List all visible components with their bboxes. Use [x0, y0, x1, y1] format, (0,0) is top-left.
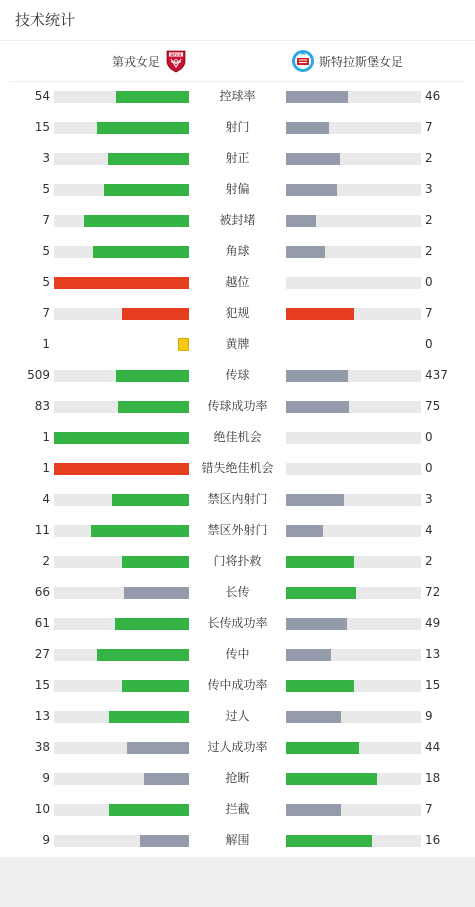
away-bar-track: [286, 463, 421, 475]
stat-label: 解围: [225, 833, 250, 847]
home-bar-fill: [97, 122, 189, 134]
away-bar-fill: [286, 680, 354, 692]
away-bar-fill: [286, 370, 348, 382]
away-bar-fill: [286, 835, 372, 847]
home-bar-track: [54, 277, 189, 289]
home-value: 83: [34, 399, 50, 413]
stat-row: [0, 237, 475, 268]
home-bar-track: [54, 91, 189, 103]
stat-label: 错失绝佳机会: [201, 461, 274, 475]
away-value: 3: [425, 182, 433, 196]
stat-row: [0, 206, 475, 237]
stat-label: 拦截: [225, 802, 250, 816]
away-value: 0: [425, 337, 433, 351]
stat-label: 过人: [225, 709, 250, 723]
stat-label: 射正: [225, 151, 250, 165]
home-bar-fill: [108, 153, 189, 165]
stat-label: 禁区内射门: [207, 492, 268, 506]
home-bar-track: [54, 618, 189, 630]
home-bar-fill: [84, 215, 189, 227]
stat-row: [0, 609, 475, 640]
stat-row: [0, 299, 475, 330]
stat-label: 黄牌: [225, 337, 250, 351]
home-value: 5: [42, 182, 50, 196]
home-value: 1: [42, 461, 50, 475]
home-bar-fill: [127, 742, 189, 754]
stat-row: [0, 795, 475, 826]
home-value: 4: [42, 492, 50, 506]
home-bar-track: [54, 773, 189, 785]
home-bar-track: [54, 215, 189, 227]
home-value: 5: [42, 275, 50, 289]
home-bar-track: [54, 835, 189, 847]
home-bar-track: [54, 246, 189, 258]
stat-label: 长传: [225, 585, 250, 599]
home-value: 3: [42, 151, 50, 165]
away-bar-fill: [286, 215, 316, 227]
away-bar-fill: [286, 649, 331, 661]
away-bar-fill: [286, 122, 329, 134]
away-bar-track: [286, 804, 421, 816]
home-bar-fill: [91, 525, 190, 537]
away-bar-track: [286, 711, 421, 723]
away-bar-track: [286, 215, 421, 227]
away-team-name: 斯特拉斯堡女足: [319, 54, 404, 69]
away-bar-fill: [286, 153, 340, 165]
stat-row: [0, 485, 475, 516]
home-bar-fill: [109, 711, 189, 723]
home-bar-track: [54, 711, 189, 723]
home-bar-fill: [122, 680, 190, 692]
home-value: 9: [42, 771, 50, 785]
stat-row: [0, 423, 475, 454]
home-bar-fill: [109, 804, 189, 816]
stat-row: [0, 144, 475, 175]
stat-row: [0, 454, 475, 485]
away-bar-fill: [286, 308, 354, 320]
home-bar-fill: [54, 463, 189, 475]
home-value: 7: [42, 213, 50, 227]
away-bar-fill: [286, 587, 356, 599]
home-bar-fill: [93, 246, 189, 258]
away-value: 75: [425, 399, 441, 413]
stat-row: [0, 764, 475, 795]
away-bar-track: [286, 494, 421, 506]
away-bar-fill: [286, 742, 359, 754]
home-bar-fill: [97, 649, 189, 661]
away-bar-fill: [286, 556, 354, 568]
stat-label: 门将扑救: [213, 554, 262, 568]
stat-label: 传中: [225, 647, 250, 661]
dijon-crest-logo: [164, 49, 188, 73]
away-bar-track: [286, 153, 421, 165]
home-value: 509: [27, 368, 50, 382]
home-bar-fill: [54, 432, 189, 444]
home-bar-track: [54, 525, 189, 537]
divider: [0, 40, 475, 41]
away-bar-fill: [286, 773, 377, 785]
home-team-header[interactable]: [112, 48, 188, 74]
away-bar-track: [286, 556, 421, 568]
stat-row: [0, 671, 475, 702]
away-bar-track: [286, 773, 421, 785]
stat-row: [0, 702, 475, 733]
svg-text:DFCO: DFCO: [170, 52, 182, 57]
away-bar-fill: [286, 91, 348, 103]
away-bar-track: [286, 122, 421, 134]
away-bar-track: [286, 835, 421, 847]
home-value: 15: [34, 678, 50, 692]
away-bar-track: [286, 680, 421, 692]
home-value: 15: [34, 120, 50, 134]
stat-label: 传中成功率: [207, 678, 268, 692]
home-bar-track: [54, 432, 189, 444]
home-bar-track: [54, 587, 189, 599]
away-bar-fill: [286, 525, 323, 537]
away-bar-fill: [286, 711, 341, 723]
home-bar-fill: [118, 401, 190, 413]
home-value: 1: [42, 337, 50, 351]
stats-list: [0, 82, 475, 857]
stat-row: [0, 516, 475, 547]
away-value: 0: [425, 275, 433, 289]
stat-row: [0, 392, 475, 423]
away-bar-track: [286, 649, 421, 661]
away-team-header[interactable]: [291, 48, 403, 74]
home-bar-track: [54, 153, 189, 165]
stat-label: 长传成功率: [207, 616, 268, 630]
away-value: 7: [425, 306, 433, 320]
away-bar-track: [286, 308, 421, 320]
away-bar-track: [286, 618, 421, 630]
home-value: 2: [42, 554, 50, 568]
away-value: 4: [425, 523, 433, 537]
stat-row: [0, 826, 475, 857]
stat-label: 过人成功率: [207, 740, 268, 754]
away-value: 46: [425, 89, 441, 103]
stat-label: 射偏: [225, 182, 250, 196]
home-bar-fill: [144, 773, 189, 785]
home-bar-fill: [124, 587, 189, 599]
home-bar-fill: [112, 494, 189, 506]
away-bar-track: [286, 742, 421, 754]
home-value: 27: [34, 647, 50, 661]
stat-row: [0, 268, 475, 299]
away-bar-track: [286, 370, 421, 382]
home-bar-track: [54, 184, 189, 196]
stat-label: 抢断: [225, 771, 250, 785]
away-value: 44: [425, 740, 441, 754]
home-value: 13: [34, 709, 50, 723]
home-value: 66: [34, 585, 50, 599]
home-bar-fill: [115, 618, 189, 630]
away-value: 0: [425, 430, 433, 444]
away-value: 437: [425, 368, 448, 382]
away-bar-track: [286, 91, 421, 103]
away-value: 15: [425, 678, 441, 692]
away-value: 2: [425, 244, 433, 258]
away-value: 13: [425, 647, 441, 661]
stat-label: 犯规: [225, 306, 250, 320]
away-bar-track: [286, 525, 421, 537]
away-value: 7: [425, 120, 433, 134]
stat-row: [0, 547, 475, 578]
home-value: 9: [42, 833, 50, 847]
home-value: 7: [42, 306, 50, 320]
home-bar-track: [54, 742, 189, 754]
stat-row: [0, 361, 475, 392]
strasbourg-crest-logo: [291, 49, 315, 73]
home-bar-fill: [54, 277, 189, 289]
away-value: 2: [425, 554, 433, 568]
home-value: 1: [42, 430, 50, 444]
away-bar-fill: [286, 184, 337, 196]
stat-row: [0, 733, 475, 764]
stat-row: [0, 113, 475, 144]
stat-label: 控球率: [219, 89, 256, 103]
home-value: 38: [34, 740, 50, 754]
home-bar-fill: [116, 370, 189, 382]
away-value: 2: [425, 151, 433, 165]
stat-label: 射门: [225, 120, 250, 134]
away-bar-track: [286, 587, 421, 599]
home-team-name: 第戎女足: [112, 54, 161, 69]
stat-label: 禁区外射门: [207, 523, 268, 537]
stat-label: 绝佳机会: [213, 430, 262, 444]
stat-row: [0, 330, 475, 361]
stat-row: [0, 578, 475, 609]
home-value: 10: [34, 802, 50, 816]
stat-row: [0, 82, 475, 113]
away-bar-track: [286, 277, 421, 289]
away-bar-track: [286, 184, 421, 196]
home-bar-fill: [104, 184, 189, 196]
home-bar-fill: [116, 91, 189, 103]
home-bar-track: [54, 401, 189, 413]
home-bar-track: [54, 556, 189, 568]
stat-label: 角球: [225, 244, 250, 258]
home-bar-track: [54, 804, 189, 816]
home-bar-track: [54, 370, 189, 382]
stat-label: 越位: [225, 275, 250, 289]
stat-row: [0, 175, 475, 206]
away-bar-fill: [286, 804, 341, 816]
home-bar-track: [54, 680, 189, 692]
stat-label: 被封堵: [219, 213, 256, 227]
home-bar-track: [54, 463, 189, 475]
stat-row: [0, 640, 475, 671]
away-value: 0: [425, 461, 433, 475]
home-bar-fill: [122, 308, 190, 320]
home-bar-fill: [122, 556, 190, 568]
home-value: 61: [34, 616, 50, 630]
away-bar-fill: [286, 401, 349, 413]
away-value: 72: [425, 585, 441, 599]
away-value: 2: [425, 213, 433, 227]
yellow-card-icon: [178, 338, 189, 351]
home-value: 54: [34, 89, 50, 103]
away-value: 3: [425, 492, 433, 506]
home-value: 11: [34, 523, 50, 537]
home-value: 5: [42, 244, 50, 258]
section-title: 技术统计: [15, 11, 76, 29]
away-value: 16: [425, 833, 441, 847]
away-bar-track: [286, 246, 421, 258]
home-bar-fill: [140, 835, 189, 847]
home-bar-track: [54, 494, 189, 506]
away-bar-fill: [286, 618, 347, 630]
home-bar-track: [54, 308, 189, 320]
away-bar-fill: [286, 246, 325, 258]
home-bar-track: [54, 122, 189, 134]
stat-label: 传球成功率: [207, 399, 268, 413]
away-bar-track: [286, 401, 421, 413]
away-bar-fill: [286, 494, 344, 506]
away-bar-track: [286, 432, 421, 444]
stat-label: 传球: [225, 368, 250, 382]
home-bar-track: [54, 649, 189, 661]
away-value: 9: [425, 709, 433, 723]
away-value: 7: [425, 802, 433, 816]
away-value: 18: [425, 771, 441, 785]
away-value: 49: [425, 616, 441, 630]
